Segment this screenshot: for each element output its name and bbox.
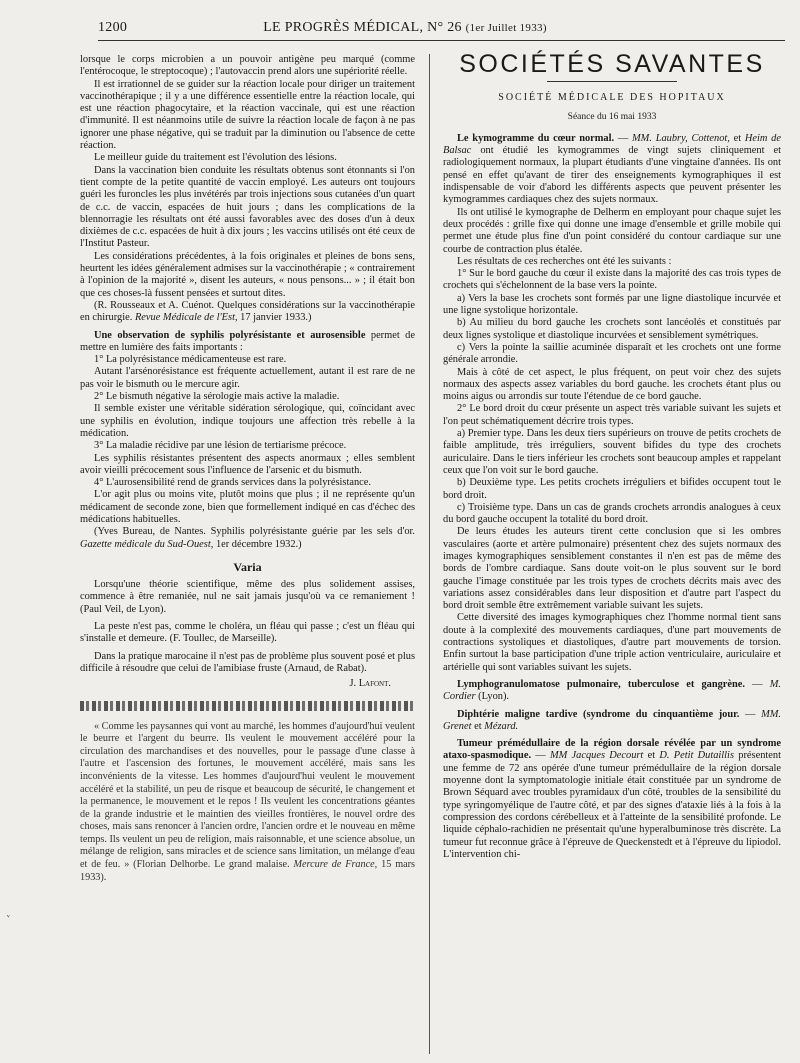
banner-rule [547, 81, 677, 82]
paragraph: a) Vers la base les crochets sont formés par une ligne diastolique incurvée et une ligne systolique horizontale. [443, 292, 781, 317]
paragraph: 2° Le bord droit du cœur présente un aspect très variable suivant les sujets et l'on peut schématiquement décrire trois types. [443, 403, 781, 427]
paragraph: Le meilleur guide du traitement est l'évolution des lésions. [94, 152, 337, 164]
paragraph: 4° L'aurosensibilité rend de grands services dans la polyrésistance. [94, 477, 371, 489]
journal-title [98, 20, 712, 36]
article-author: M. Cordier [443, 678, 781, 703]
page-number: 1200 [98, 20, 128, 35]
article-text: présentent une femme de 72 ans opérée d'une tumeur prémédullaire de la région dorsale moyenne dont la symptomatologie initiale était constituée par un syndrome de Brown Séquard avec troubles pyramidaux d'un côté, troubles de la sensibilité du type syringomyélique de l'autre côté, et par des signes d'ataxie liés à la fois à la compression des cordons cérébelleux et à l'atteinte de la sensibilité profonde. Le liquide céphalo-rachidien ne présentait qu'une hyperalbuminose très discrète. La tumeur fut reconnue grâce à l'épreuve de Queckenstedt et à l'épreuve du lipiodol. L'intervention chi- [443, 750, 781, 860]
conjunction: et [647, 750, 656, 762]
paragraph: 1° Sur le bord gauche du cœur il existe dans la majorité des cas trois types de crochets qui s'échelonnent de la base vers la pointe. [443, 268, 781, 292]
article-syphilis [80, 330, 415, 355]
article-intro: permet de mettre en lumière des faits importants : [80, 329, 415, 353]
paragraph: c) Troisième type. Dans un cas de grands crochets arrondis analogues à ceux du bord gauche occupent la totalité du bord droit. [443, 501, 781, 526]
paragraph: Les considérations précédentes, à la fois originales et pleines de bons sens, heurtent les idées généralement admises sur la vaccinothérapie ; « contrairement à l'opinion de la majorité », disent les auteurs, « nous pensons... » ; il était bon que ces choses-là fussent pensées et surtout dites. [80, 250, 415, 299]
paragraph: Les résultats de ces recherches ont été les suivants : [457, 255, 672, 267]
paragraph: a) Premier type. Dans les deux tiers supérieurs on trouve de petits crochets de faible amplitude, très irréguliers, souvent bifides du type des crochets auriculaire. Dans le tiers inférieur les crochets sont beaucoup amples et rappelant ceux que l'on voit sur le bord gauche. [443, 428, 781, 476]
article-lymphogranulomatose: Lymphogranulomatose pulmonaire, tuberculose et gangrène. — M. Cordier (Lyon). [443, 678, 781, 703]
article-authors: MM. Grenet [443, 708, 781, 732]
reference-date: 17 janvier 1933.) [240, 312, 312, 324]
paragraph: L'or agit plus ou moins vite, plutôt moins que plus ; il ne représente qu'un médicament de seconde zone, bien que formellement indiqué en cas d'échec des médications habituelles. [80, 489, 415, 525]
page-header [98, 18, 712, 38]
section-banner: SOCIÉTÉS SAVANTES [459, 50, 765, 78]
paragraph: Lorsqu'une théorie scientifique, même des plus solidement assises, commence à être remaniée, nul ne sait jamais jusqu'où va ce remaniement ! (Paul Veil, de Lyon). [80, 579, 415, 615]
paragraph: Il est irrationnel de se guider sur la réaction locale pour diriger un traitement vaccinothérapique ; il y a une différence essentielle entre la réaction locale, qui est une réaction phagocytaire, et la réaction vaccinale, qui est une réaction d'immunité. Il est néanmoins utile de suivre la réaction locale de façon à ne pas ignorer une phase négative, qui se traduit par la diminution ou l'absence de cette réaction. [80, 78, 415, 152]
paragraph: Cette diversité des images kymographiques chez l'homme normal tient sans doute à la complexité des mouvements cardiaques, d'une part mouvements de contractions systoliques et diastoliques, d'autre part mouvements de torsion. Enfin surtout la base participation d'une triple action ventriculaire, auriculaire et artérielle qui sont variables suivant les sujets. [443, 612, 781, 673]
paragraph: La peste n'est pas, comme le choléra, un fléau qui passe ; c'est un fléau qui s'installe et demeure. (F. Toullec, de Marseille). [80, 621, 415, 645]
margin-mark: ᵛ [7, 912, 10, 922]
paragraph: Il semble exister une véritable sidération sérologique, qui, coïncidant avec une syphilis en évolution, indique toujours une affection très rebelle à la médication. [80, 403, 415, 439]
signature: J. Lafont. [349, 678, 391, 690]
reference [80, 526, 415, 551]
article-authors: MM Jacques Decourt [549, 750, 644, 762]
article-author: Petit Dutaillis [673, 750, 734, 762]
conjunction: et [733, 132, 742, 144]
quote [80, 721, 415, 885]
paragraph: Dans la vaccination bien conduite les résultats obtenus sont étonnants si l'on tient compte de la petite quantité de vaccin employé. Les auteurs ont toujours guéri les furoncles les plus invétérés par trois injections sous cutanées d'un quart de c.c. de vaccin, espacées de huit jours ; dans les complications de la blennorragie les résultats ont été aussi favorables avec des doses d'un à deux dixièmes de c.c. espacées de huit à dix jours ; les vaccins utilisés ont été ceux de l'Institut Pasteur. [80, 164, 415, 250]
session-date: Séance du 16 mai 1933 [567, 111, 657, 122]
paragraph: 2° Le bismuth négative la sérologie mais active la maladie. [94, 391, 340, 403]
varia-heading: Varia [233, 559, 262, 574]
paragraph: 1° La polyrésistance médicamenteuse est rare. [94, 354, 287, 366]
article-diphterie: Diphtérie maligne tardive (syndrome du cinquantième jour. — MM. Grenet et Mézard. [443, 708, 781, 732]
society-name: SOCIÉTÉ MÉDICALE DES HOPITAUX [498, 92, 726, 104]
reference-authors: (Yves Bureau, de Nantes. Syphilis polyrésistante guérie par les sels d'or. [94, 526, 415, 538]
article-tumeur: Tumeur prémédullaire de la région dorsale révélée par un syndrome ataxo-spasmodique. — MM Jacques Decourt et D. Petit Dutaillis présentent une femme de 72 ans opérée d'une tumeur prémédullaire de la région dorsale moyenne dont la symptomatologie initiale était constituée par un syndrome de Brown Séquard avec troubles pyramidaux d'un côté, troubles de la sensibilité du type syringomyélique de l'autre côté, et par des signes d'ataxie liés à la fois à la compression des cordons cérébelleux et à l'atteinte de la sensibilité profonde. Le liquide céphalo-rachidien ne présentait qu'une hyperalbuminose très discrète. La tumeur fut reconnue grâce à l'épreuve de Queckenstedt et à l'épreuve du lipiodol. L'intervention chi- [443, 738, 781, 860]
paragraph: Ils ont utilisé le kymographe de Delherm en employant pour chaque sujet les deux procédés : grille fixe qui donne une image d'ensemble et grille mobile qui permet une étude plus fine d'un point considéré du contour cardiaque sur une courbe de contraction plus étalée. [443, 206, 781, 255]
right-column [443, 50, 781, 861]
article-title: Tumeur prémédullaire de la région dorsale révélée par un syndrome ataxo-spasmodique. [443, 738, 781, 762]
paragraph: 3° La maladie récidive par une lésion de tertiarisme précoce. [94, 440, 347, 452]
article-kymogramme: Le kymogramme du cœur normal. — MM. Laubry, Cottenot, et Heim de Balsac ont étudié les kymogrammes de vingt sujets cliniquement et radiologiquement normaux, la plupart étudiants d'une vingtaine d'années. Ils ont pensé en effet qu'avant de tirer des enseignements kymographiques il est indispensable de voir d'abord les différents aspects que peuvent présenter les kymogrammes cardiaques chez des sujets normaux. [443, 132, 781, 206]
paragraph: b) Au milieu du bord gauche les crochets sont lancéolés et constitués par deux lignes systolique et diastolique incurvées et sensiblement symétriques. [443, 317, 781, 341]
quote-source: Mercure de France, [293, 859, 378, 871]
paragraph: Autant l'arsénorésistance est fréquente actuellement, autant il est rare de ne pas voir le bismuth ou le mercure agir. [80, 366, 415, 390]
article-author: Heim de Balsac [443, 132, 781, 157]
reference-source: Gazette médicale du Sud-Ouest, [80, 538, 214, 550]
quote-date: 15 mars 1933). [80, 859, 416, 883]
reference-authors: (R. Rousseaux et A. Cuénot. Quelques considérations sur la vaccinothérapie en chirurgie. [80, 299, 415, 324]
paragraph: Dans la pratique marocaine il n'est pas de problème plus souvent posé et plus difficile à résoudre que celui de l'amibiase fruste (Arnaud, de Rabat). [80, 650, 415, 674]
issue-date: (1er Juillet 1933) [465, 22, 547, 34]
ornamental-divider [80, 701, 415, 711]
article-title: Le kymogramme du cœur normal. [457, 132, 615, 144]
paragraph: lorsque le corps microbien a un pouvoir antigène peu marqué (comme l'entérocoque, le streptocoque) ; l'autovaccin prend alors une supériorité réelle. [80, 54, 415, 78]
left-column [80, 54, 415, 884]
header-rule [98, 40, 785, 41]
article-author: Mézard. [484, 720, 519, 732]
article-authors: MM. Laubry, Cottenot, [632, 132, 730, 144]
article-title: Diphtérie maligne tardive (syndrome du cinquantième jour. [457, 708, 740, 720]
column-divider [429, 54, 430, 1054]
reference-source: Revue Médicale de l'Est, [134, 312, 238, 324]
paragraph: b) Deuxième type. Les petits crochets irréguliers et bifides occupent tout le bord droit. [443, 477, 781, 501]
article-initial: D. [659, 750, 670, 762]
conjunction: et [474, 720, 482, 732]
paragraph: c) Vers la pointe la saillie acuminée disparaît et les crochets ont une forme générale arrondie. [443, 341, 781, 366]
article-title: Une observation de syphilis polyrésistante et aurosensible [94, 329, 366, 341]
paragraph: Mais à côté de cet aspect, le plus fréquent, on peut voir chez des sujets normaux des aspects assez variables du bord gauche. les crochets étant plus ou moins aigus ou arrondis sur toute l'étendue de ce bord gauche. [443, 366, 781, 403]
paragraph: Les syphilis résistantes présentent des aspects anormaux ; elles semblent avoir vieilli précocement sous l'influence de l'arsenic et du bismuth. [80, 452, 415, 476]
article-place: (Lyon). [478, 691, 510, 703]
article-text: ont étudié les kymogrammes de vingt sujets cliniquement et radiologiquement normaux, la plupart étudiants d'une vingtaine d'années. Ils ont pensé en effet qu'avant de tirer des enseignements kymographiques il est indispensable de voir d'abord les différents aspects que peuvent présenter les kymogrammes cardiaques chez des sujets normaux. [443, 145, 781, 206]
reference [80, 300, 415, 325]
quote-text: « Comme les paysannes qui vont au marché, les hommes d'aujourd'hui veulent le beurre et l'argent du beurre. Ils veulent le mouvement accéléré pour la circulation des marchandises et des nouvelles, pour le passage d'une classe à l'autre et l'ascension des fortunes, le mouvement accéléré, mais sans les inconvénients de la vitesse. Les hommes d'aujourd'hui veulent le mouvement accéléré et la stabilité, un peu de risque et beaucoup de sécurité, le changement et la permanence, le mouvement et le repos ! Ils veulent les concentrations géantes de la grande industrie et le maintien des vieilles frontières, le nouvel ordre des choses, mais sans renoncer à l'ancien ordre, l'ancien ordre et le nouveau en même temps. Ils veulent un peu de religion, mais raisonnable, et une science absolue, un mélange de religion, sans miracles et de science sans limitation, un mélange d'eau et de feu. » (Florian Delhorbe. Le grand malaise. [80, 720, 415, 871]
reference-date: 1er décembre 1932.) [215, 538, 302, 550]
article-title: Lymphogranulomatose pulmonaire, tuberculose et gangrène. [457, 678, 746, 690]
journal-name: LE PROGRÈS MÉDICAL, N° 26 [263, 20, 462, 35]
paragraph: De leurs études les auteurs tirent cette conclusion que si les ombres vasculaires (aorte et artère pulmonaire) présentent chez des sujets normaux des images kymographiques sensiblement constantes il n'en est pas de même des bords de l'ombre cardiaque. Sans doute voit-on le plus souvent sur le bord gauche l'image constituée par les trois types de crochets décrits mais avec des variations assez considérables dans leur disposition et d'autre part l'aspect du bord droit semble être extrêmement variable suivant les sujets. [443, 526, 781, 612]
